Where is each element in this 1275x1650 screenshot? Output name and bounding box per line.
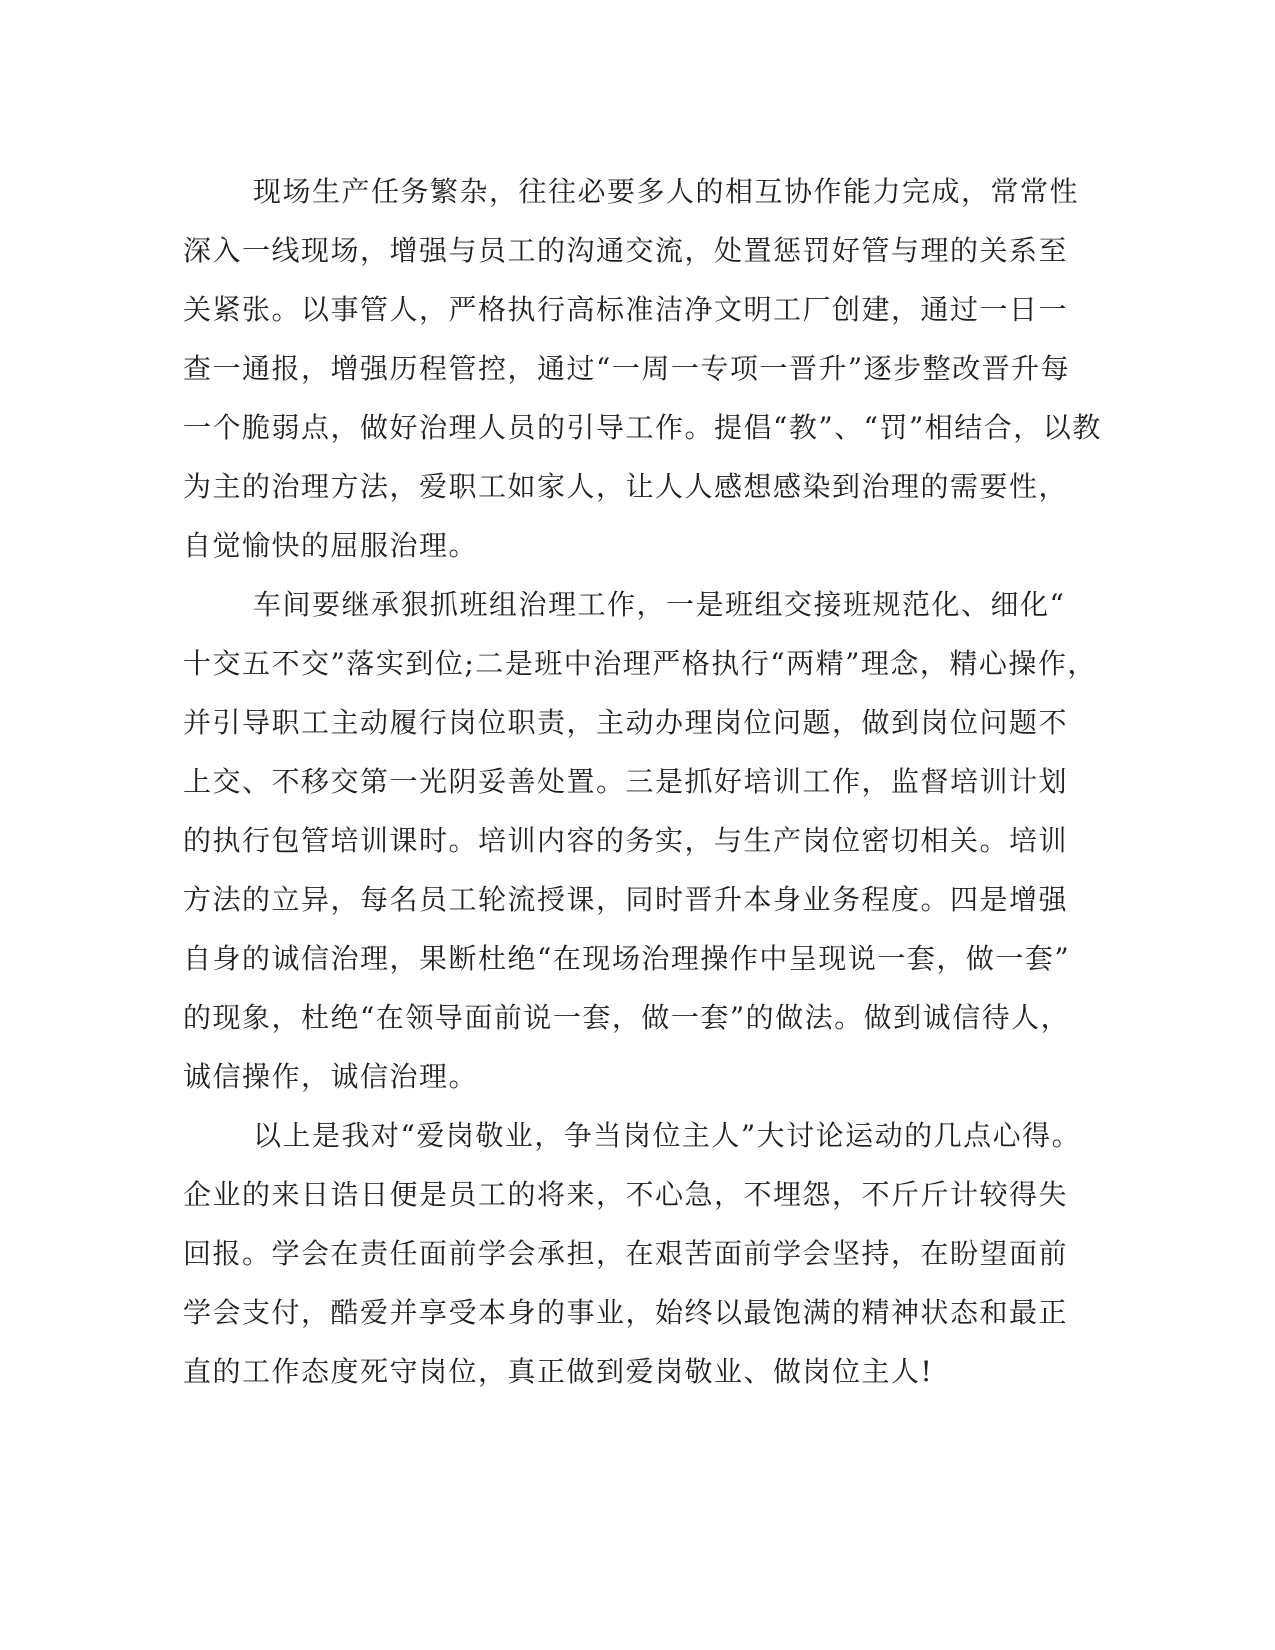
paragraph-line: 车间要继承狠抓班组治理工作，一是班组交接班规范化、细化“ — [253, 588, 1066, 621]
paragraph-line: 的执行包管培训课时。培训内容的务实，与生产岗位密切相关。培训 — [183, 824, 1069, 857]
paragraph-line: 的现象，杜绝“在领导面前说一套，做一套”的做法。做到诚信待人， — [183, 1001, 1071, 1034]
paragraph-line: 关紧张。以事管人，严格执行高标准洁净文明工厂创建，通过一日一 — [183, 293, 1069, 326]
paragraph-2 — [183, 575, 1097, 1106]
paragraph-line: 自身的诚信治理，果断杜绝“在现场治理操作中呈现说一套，做一套” — [183, 942, 1071, 975]
paragraph-line: 学会支付，酷爱并享受本身的事业，始终以最饱满的精神状态和最正 — [183, 1296, 1069, 1329]
paragraph-3 — [183, 1106, 1082, 1401]
paragraph-line: 自觉愉快的屈服治理。 — [183, 529, 479, 562]
paragraph-line: 深入一线现场，增强与员工的沟通交流，处置惩罚好管与理的关系至 — [183, 234, 1069, 267]
paragraph-line: 诚信操作，诚信治理。 — [183, 1060, 479, 1093]
paragraph-line: 以上是我对“爱岗敬业，争当岗位主人”大讨论运动的几点心得。 — [253, 1119, 1082, 1152]
paragraph-line: 查一通报，增强历程管控，通过“一周一专项一晋升”逐步整改晋升每 — [183, 352, 1071, 385]
document-body — [183, 162, 1102, 1401]
paragraph-line: 现场生产任务繁杂，往往必要多人的相互协作能力完成，常常性 — [253, 175, 1080, 208]
paragraph-line: 为主的治理方法，爱职工如家人，让人人感想感染到治理的需要性， — [183, 470, 1069, 503]
paragraph-1 — [183, 162, 1102, 575]
paragraph-line: 直的工作态度死守岗位，真正做到爱岗敬业、做岗位主人! — [183, 1355, 934, 1388]
paragraph-line: 上交、不移交第一光阴妥善处置。三是抓好培训工作，监督培训计划 — [183, 765, 1069, 798]
paragraph-line: 十交五不交”落实到位;二是班中治理严格执行“两精”理念，精心操作， — [183, 647, 1097, 680]
paragraph-line: 方法的立异，每名员工轮流授课，同时晋升本身业务程度。四是增强 — [183, 883, 1069, 916]
paragraph-line: 企业的来日诰日便是员工的将来，不心急，不埋怨，不斤斤计较得失 — [183, 1178, 1069, 1211]
paragraph-line: 并引导职工主动履行岗位职责，主动办理岗位问题，做到岗位问题不 — [183, 706, 1069, 739]
paragraph-line: 回报。学会在责任面前学会承担，在艰苦面前学会坚持，在盼望面前 — [183, 1237, 1069, 1270]
paragraph-line: 一个脆弱点，做好治理人员的引导工作。提倡“教”、“罚”相结合，以教 — [183, 411, 1102, 444]
